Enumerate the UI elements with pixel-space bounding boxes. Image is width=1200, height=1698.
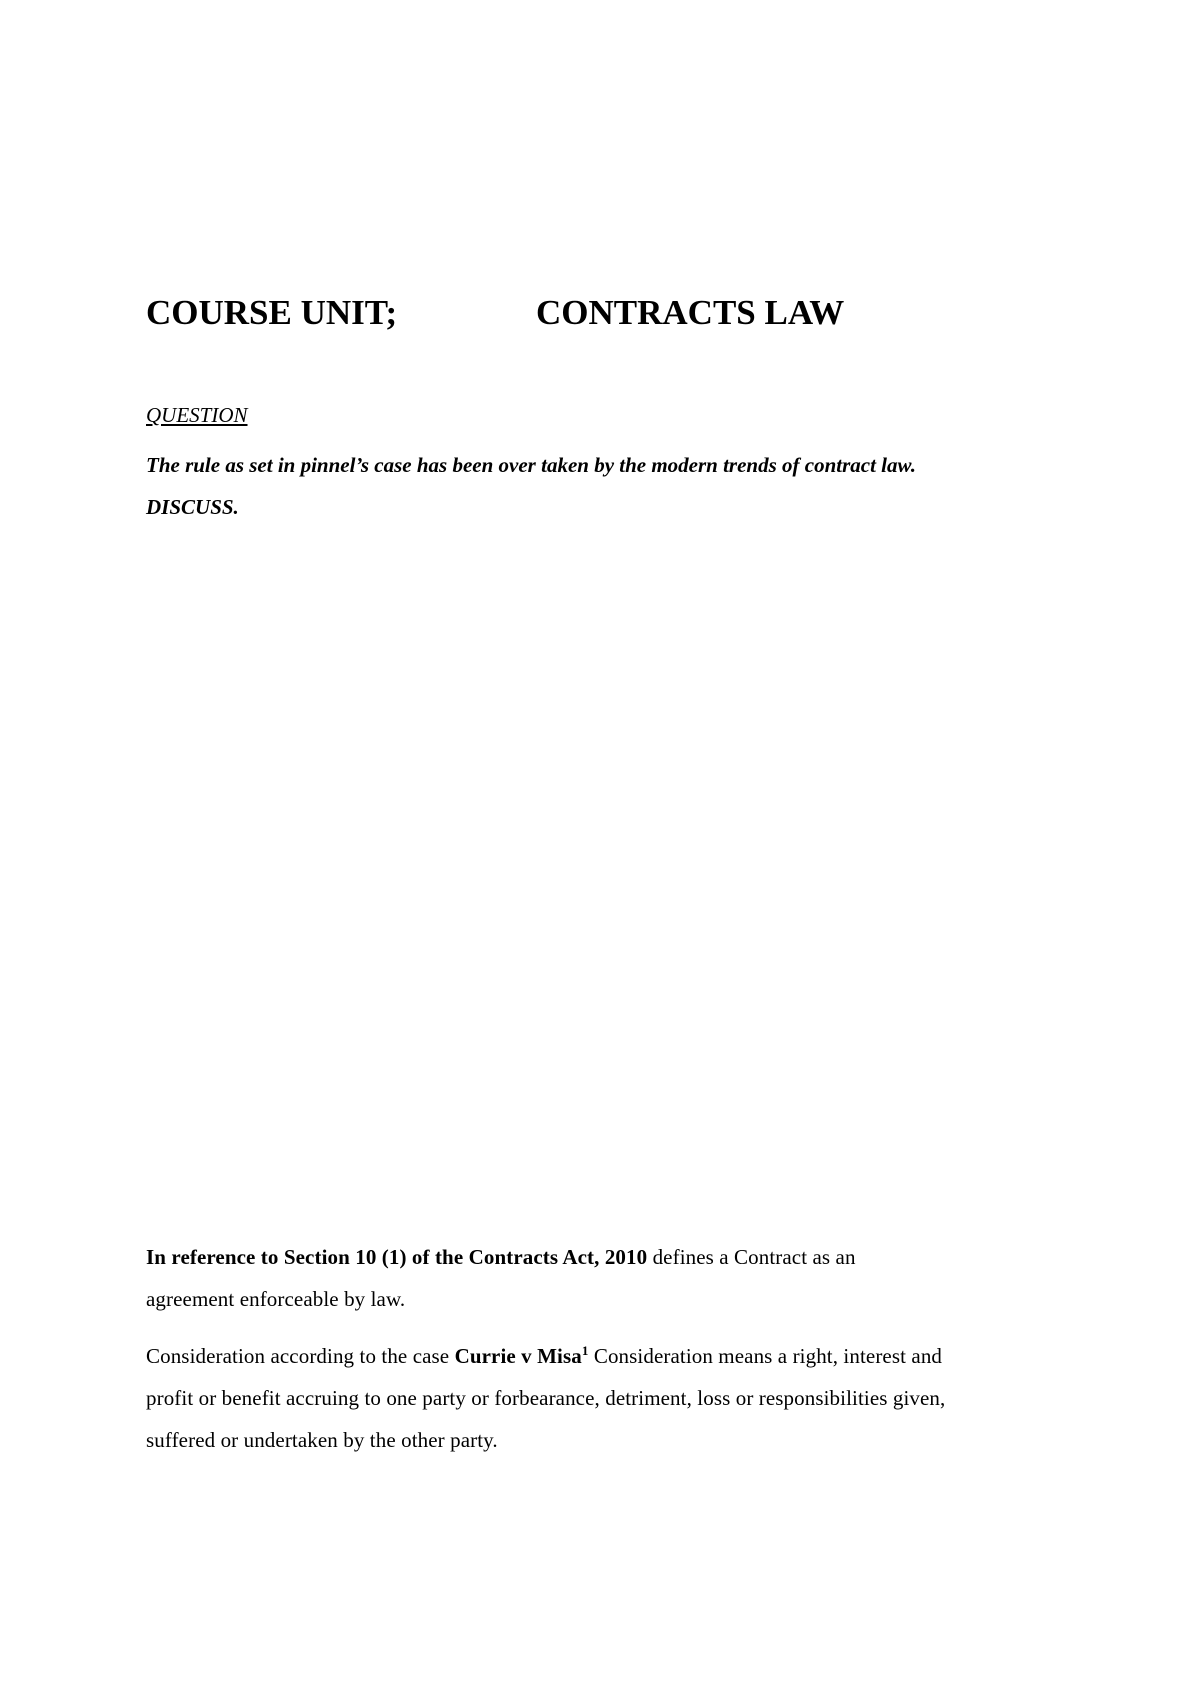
paragraph-text: Consideration means a right, interest and xyxy=(588,1344,943,1368)
question-line: The rule as set in pinnel’s case has been over taken by the modern trends of contract law. xyxy=(146,453,916,477)
title-course-unit: COURSE UNIT; xyxy=(146,293,398,332)
paragraph-text: Consideration according to the case xyxy=(146,1344,455,1368)
paragraph-text: defines a Contract as an xyxy=(647,1245,856,1269)
paragraph-line: agreement enforceable by law. xyxy=(146,1287,406,1311)
question-label: QUESTION xyxy=(146,403,248,427)
case-name: Currie v Misa xyxy=(454,1344,582,1368)
title-course-name: CONTRACTS LAW xyxy=(536,293,845,332)
statute-reference: In reference to Section 10 (1) of the Contracts Act, 2010 xyxy=(146,1245,648,1269)
paragraph-line: profit or benefit accruing to one party or forbearance, detriment, loss or responsibilities given, xyxy=(146,1386,946,1410)
paragraph-line xyxy=(146,1236,1086,1278)
footnote-reference[interactable]: 1 xyxy=(581,1343,589,1358)
question-text xyxy=(146,444,1086,528)
paragraph-contract-definition xyxy=(146,1236,1086,1320)
paragraph-consideration xyxy=(146,1335,1086,1461)
paragraph-line xyxy=(146,1335,1086,1377)
question-discuss: DISCUSS. xyxy=(146,495,239,519)
paragraph-line: suffered or undertaken by the other party. xyxy=(146,1428,498,1452)
document-title xyxy=(146,288,1046,338)
